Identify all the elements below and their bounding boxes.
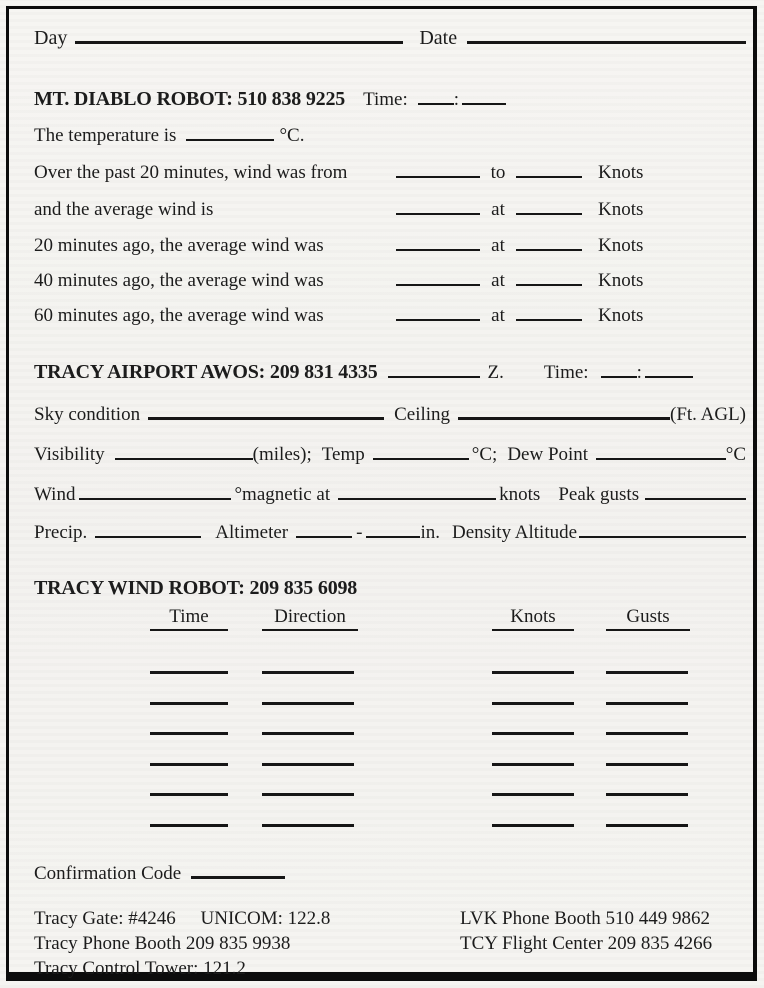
- table-row: [34, 708, 746, 739]
- precip-row: [34, 519, 746, 545]
- wind-row-label: 40 minutes ago, the average wind was: [34, 270, 324, 291]
- temp-label: Temp: [321, 444, 365, 466]
- awos-title-row: [34, 359, 746, 385]
- unicom-label: UNICOM: 122.8: [200, 908, 331, 930]
- direction-field[interactable]: [262, 732, 354, 735]
- visibility-label: Visibility: [34, 444, 105, 466]
- wind-row-label: and the average wind is: [34, 198, 214, 220]
- wind-robot-table-header: [34, 605, 746, 632]
- altimeter-dash: -: [356, 521, 363, 543]
- miles-suffix: (miles);: [252, 444, 312, 466]
- time-field[interactable]: [150, 702, 228, 705]
- table-row: [34, 677, 746, 708]
- wind-robot-table-body: [34, 632, 746, 830]
- wind-row: [34, 232, 746, 258]
- wind-speed-field[interactable]: [516, 159, 582, 178]
- direction-field[interactable]: [262, 824, 354, 827]
- inches-label: in.: [420, 521, 440, 543]
- altimeter-decimal-field[interactable]: [366, 519, 420, 538]
- footer: [34, 907, 746, 982]
- direction-field[interactable]: [262, 793, 354, 796]
- tracy-gate-label: Tracy Gate: #4246: [34, 908, 176, 930]
- wind-row: [34, 302, 746, 328]
- temperature-unit: °C.: [279, 125, 305, 146]
- wind-row-unit: Knots: [598, 270, 644, 291]
- form-content: [34, 24, 746, 982]
- dew-point-label: Dew Point: [507, 444, 589, 466]
- wind-direction-field[interactable]: [396, 159, 480, 178]
- date-field[interactable]: [467, 24, 746, 44]
- precip-field[interactable]: [95, 519, 201, 538]
- lvk-phone-booth-label: LVK Phone Booth 510 449 9862: [460, 908, 711, 930]
- column-header-direction: Direction: [262, 605, 358, 632]
- temperature-field[interactable]: [186, 122, 274, 141]
- awos-z-field[interactable]: [388, 359, 480, 378]
- column-header-time: Time: [150, 605, 228, 632]
- visibility-row: [34, 441, 746, 467]
- diablo-time-hour-field[interactable]: [418, 86, 454, 105]
- column-header-knots: Knots: [492, 605, 574, 632]
- table-row: [34, 769, 746, 800]
- knots-field[interactable]: [492, 793, 574, 796]
- awos-section-title: TRACY AIRPORT AWOS: 209 831 4335: [34, 360, 378, 383]
- wind-row-conjunction: to: [490, 161, 506, 183]
- density-altitude-label: Density Altitude: [451, 521, 578, 543]
- diablo-time-minute-field[interactable]: [462, 86, 506, 105]
- wind-row-label: 20 minutes ago, the average wind was: [34, 235, 324, 257]
- date-label: Date: [419, 27, 458, 49]
- gusts-field[interactable]: [606, 793, 688, 796]
- table-row: [34, 799, 746, 830]
- awos-wind-direction-field[interactable]: [79, 481, 231, 500]
- wind-robot-section-title: TRACY WIND ROBOT: 209 835 6098: [34, 576, 358, 599]
- density-altitude-field[interactable]: [579, 519, 746, 538]
- peak-gusts-field[interactable]: [645, 481, 746, 500]
- wind-row-unit: Knots: [598, 235, 644, 257]
- wind-row-conjunction: at: [491, 235, 505, 257]
- wind-direction-field[interactable]: [396, 267, 480, 286]
- gusts-field[interactable]: [606, 732, 688, 735]
- ceiling-label: Ceiling: [394, 403, 451, 425]
- direction-field[interactable]: [262, 763, 354, 766]
- knots-label: knots: [499, 484, 541, 505]
- dew-point-suffix: °C: [725, 444, 746, 466]
- wind-speed-field[interactable]: [516, 267, 582, 286]
- wind-row-unit: Knots: [598, 161, 644, 183]
- awos-time-hour-field[interactable]: [601, 359, 637, 378]
- diablo-time-colon: :: [453, 89, 460, 110]
- awos-time-colon: :: [636, 361, 642, 383]
- confirmation-row: [34, 860, 746, 886]
- wind-row-conjunction: at: [491, 198, 505, 220]
- gusts-field[interactable]: [606, 763, 688, 766]
- gusts-field[interactable]: [606, 702, 688, 705]
- temperature-row: [34, 122, 746, 148]
- wind-row-unit: Knots: [598, 304, 644, 326]
- altimeter-label: Altimeter: [215, 521, 289, 543]
- knots-field[interactable]: [492, 763, 574, 766]
- time-field[interactable]: [150, 671, 228, 674]
- wind-row: [34, 159, 746, 185]
- ceiling-field[interactable]: [458, 401, 670, 420]
- day-date-row: [34, 24, 746, 54]
- knots-field[interactable]: [492, 732, 574, 735]
- wind-row-unit: Knots: [598, 198, 644, 220]
- awos-wind-speed-field[interactable]: [338, 481, 496, 500]
- time-field[interactable]: [150, 824, 228, 827]
- gusts-field[interactable]: [606, 824, 688, 827]
- wind-robot-title-row: [34, 576, 746, 601]
- tracy-phone-booth-label: Tracy Phone Booth 209 835 9938: [34, 933, 291, 955]
- knots-field[interactable]: [492, 702, 574, 705]
- tcy-flight-center-label: TCY Flight Center 209 835 4266: [460, 933, 713, 955]
- time-field[interactable]: [150, 732, 228, 735]
- wind-row: [34, 267, 746, 293]
- temperature-label: The temperature is: [34, 125, 177, 146]
- table-row: [34, 738, 746, 769]
- day-field[interactable]: [75, 24, 403, 44]
- wind-speed-field[interactable]: [516, 196, 582, 215]
- gusts-field[interactable]: [606, 671, 688, 674]
- direction-field[interactable]: [262, 671, 354, 674]
- footer-right-column: [460, 907, 712, 982]
- sky-condition-label: Sky condition: [34, 403, 141, 425]
- sky-condition-row: [34, 401, 746, 427]
- footer-line: [34, 907, 460, 932]
- tracy-control-tower-label: Tracy Control Tower: 121.2: [34, 958, 246, 980]
- wind-speed-field[interactable]: [516, 232, 582, 251]
- diablo-title-row: [34, 86, 746, 112]
- ceiling-suffix: (Ft. AGL): [670, 403, 746, 425]
- wind-direction-field[interactable]: [396, 302, 480, 321]
- wind-row-conjunction: at: [491, 270, 505, 291]
- diablo-section-title: MT. DIABLO ROBOT: 510 838 9225: [34, 88, 346, 110]
- wind-direction-field[interactable]: [396, 232, 480, 251]
- awos-time-label: Time:: [543, 361, 589, 383]
- confirmation-code-field[interactable]: [191, 860, 285, 879]
- awos-time-minute-field[interactable]: [645, 359, 693, 378]
- magnetic-label: °magnetic at: [234, 484, 331, 505]
- sky-condition-field[interactable]: [148, 401, 384, 420]
- awos-z-label: Z.: [487, 361, 504, 383]
- direction-field[interactable]: [262, 702, 354, 705]
- altimeter-whole-field[interactable]: [296, 519, 352, 538]
- wind-row-label: Over the past 20 minutes, wind was from: [34, 161, 348, 183]
- peak-gusts-label: Peak gusts: [558, 484, 640, 505]
- wind-row-label: 60 minutes ago, the average wind was: [34, 304, 324, 326]
- temp-suffix: °C;: [471, 444, 498, 466]
- dew-point-field[interactable]: [596, 441, 726, 460]
- wind-speed-field[interactable]: [516, 302, 582, 321]
- wind-row: [34, 196, 746, 222]
- time-field[interactable]: [150, 793, 228, 796]
- knots-field[interactable]: [492, 671, 574, 674]
- wind-row-conjunction: at: [491, 304, 505, 326]
- temp-field[interactable]: [373, 441, 469, 460]
- day-label: Day: [34, 27, 68, 49]
- wind-direction-field[interactable]: [396, 196, 480, 215]
- time-field[interactable]: [150, 763, 228, 766]
- table-row: [34, 647, 746, 678]
- awos-wind-label: Wind: [34, 484, 76, 505]
- diablo-time-label: Time:: [363, 89, 408, 110]
- column-header-gusts: Gusts: [606, 605, 690, 632]
- knots-field[interactable]: [492, 824, 574, 827]
- confirmation-code-label: Confirmation Code: [34, 862, 182, 884]
- visibility-field[interactable]: [115, 441, 253, 460]
- awos-wind-row: [34, 481, 746, 507]
- precip-label: Precip.: [34, 521, 88, 543]
- footer-left-column: [34, 907, 460, 982]
